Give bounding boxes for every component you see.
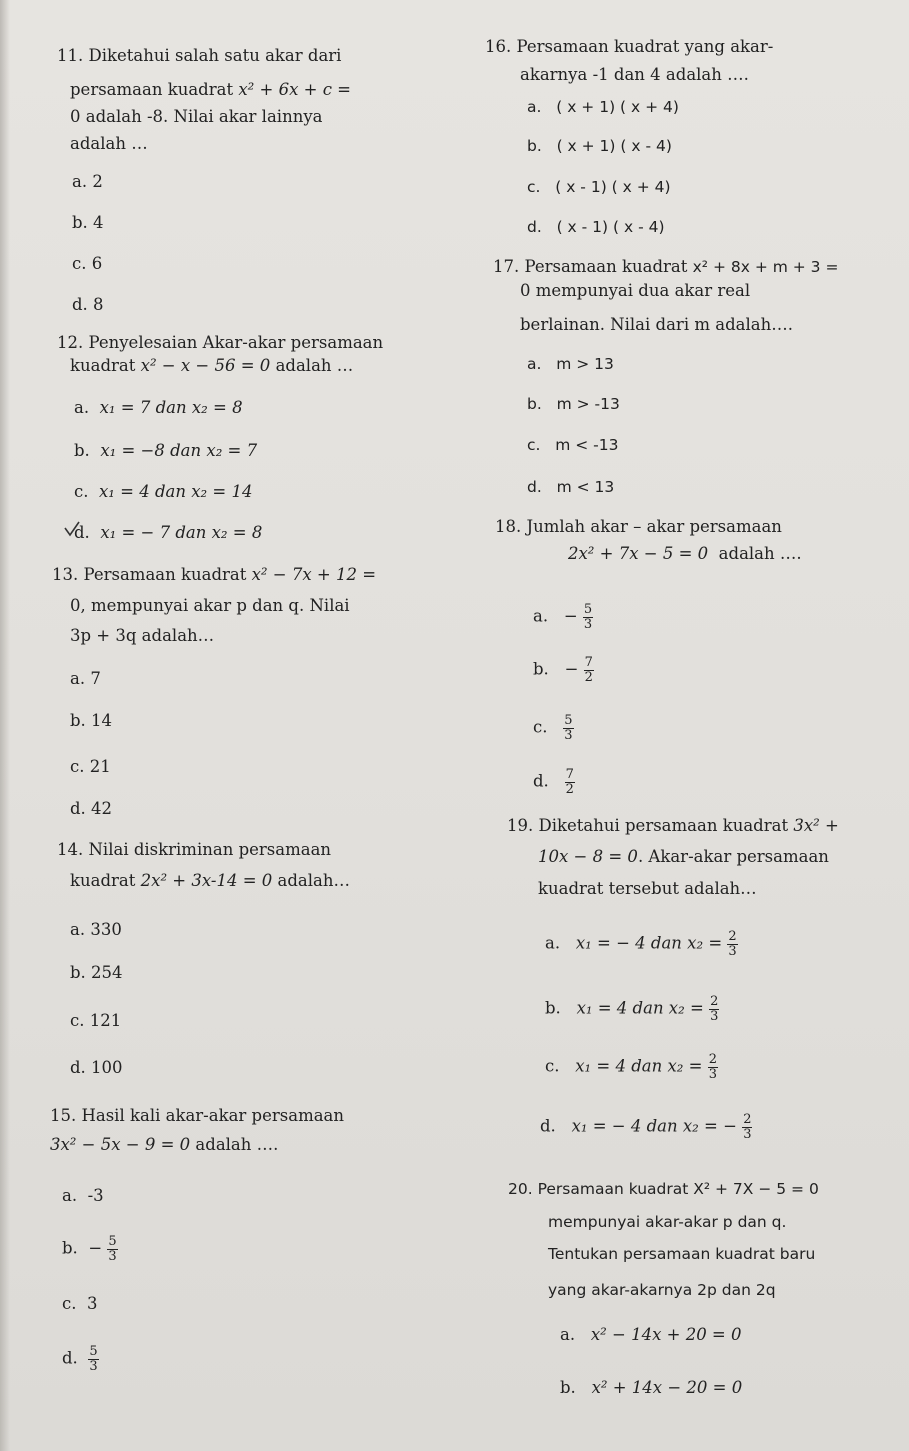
q11-option-a[interactable]: a. 2: [72, 172, 103, 191]
q12-option-d[interactable]: d. x₁ = − 7 dan x₂ = 8: [74, 523, 263, 542]
q13-option-d[interactable]: d. 42: [70, 799, 113, 818]
checkmark-icon: [64, 521, 80, 537]
q17-line2: 0 mempunyai dua akar real: [520, 281, 751, 300]
q20-line3: Tentukan persamaan kuadrat baru: [548, 1245, 816, 1263]
q14-option-a[interactable]: a. 330: [70, 920, 122, 939]
q12-option-a[interactable]: a. x₁ = 7 dan x₂ = 8: [74, 398, 243, 417]
q14-option-c[interactable]: c. 121: [70, 1011, 122, 1030]
q17-option-a[interactable]: a. m > 13: [527, 355, 614, 373]
q15-option-b[interactable]: b. − $\frac{5}{3}$: [62, 1234, 117, 1264]
q15-option-a[interactable]: a. -3: [62, 1186, 104, 1205]
q15-line1: 15. Hasil kali akar-akar persamaan: [50, 1106, 345, 1125]
q18-option-c[interactable]: c. $\frac{5}{3}$: [533, 713, 573, 743]
q17-option-d[interactable]: d. m < 13: [527, 478, 615, 496]
q11-line3: 0 adalah -8. Nilai akar lainnya: [70, 107, 323, 126]
q19-option-d[interactable]: d. x₁ = − 4 dan x₂ = − $\frac{2}{3}$: [540, 1112, 752, 1142]
q18-line2: 2x² + 7x − 5 = 0 adalah ….: [568, 544, 802, 563]
page-edge-shadow: [0, 0, 10, 1451]
q16-option-b[interactable]: b. ( x + 1) ( x - 4): [527, 137, 672, 155]
q20-option-b[interactable]: b. x² + 14x − 20 = 0: [560, 1378, 743, 1397]
q14-line2: kuadrat 2x² + 3x-14 = 0 adalah…: [70, 871, 351, 890]
q13-option-c[interactable]: c. 21: [70, 757, 111, 776]
q14-option-b[interactable]: b. 254: [70, 963, 123, 982]
q19-option-c[interactable]: c. x₁ = 4 dan x₂ = $\frac{2}{3}$: [545, 1052, 718, 1082]
q16-option-d[interactable]: d. ( x - 1) ( x - 4): [527, 218, 665, 236]
q18-option-d[interactable]: d. $\frac{7}{2}$: [533, 767, 574, 797]
q18-line1: 18. Jumlah akar – akar persamaan: [495, 517, 782, 536]
q13-option-a[interactable]: a. 7: [70, 669, 101, 688]
q17-line1: 17. Persamaan kuadrat x² + 8x + m + 3 =: [493, 257, 839, 276]
q13-line3: 3p + 3q adalah…: [70, 626, 215, 645]
q11-line4: adalah …: [70, 134, 148, 153]
q11-option-d[interactable]: d. 8: [72, 295, 104, 314]
q14-option-d[interactable]: d. 100: [70, 1058, 123, 1077]
q20-line4: yang akar-akarnya 2p dan 2q: [548, 1281, 776, 1299]
q11-line2: persamaan kuadrat x² + 6x + c =: [70, 80, 352, 99]
q13-line1: 13. Persamaan kuadrat x² − 7x + 12 =: [52, 565, 377, 584]
q20-line1: 20. Persamaan kuadrat X² + 7X − 5 = 0: [508, 1180, 819, 1198]
q19-line1: 19. Diketahui persamaan kuadrat 3x² +: [507, 816, 839, 835]
q16-option-c[interactable]: c. ( x - 1) ( x + 4): [527, 178, 671, 196]
q19-option-b[interactable]: b. x₁ = 4 dan x₂ = $\frac{2}{3}$: [545, 994, 719, 1024]
q16-option-a[interactable]: a. ( x + 1) ( x + 4): [527, 98, 679, 116]
q18-option-b[interactable]: b. − $\frac{7}{2}$: [533, 655, 593, 685]
q15-option-c[interactable]: c. 3: [62, 1294, 98, 1313]
q12-line1: 12. Penyelesaian Akar-akar persamaan: [57, 333, 384, 352]
q19-line3: kuadrat tersebut adalah…: [538, 879, 757, 898]
q13-option-b[interactable]: b. 14: [70, 711, 113, 730]
q20-option-a[interactable]: a. x² − 14x + 20 = 0: [560, 1325, 742, 1344]
q18-option-a[interactable]: a. − $\frac{5}{3}$: [533, 602, 593, 632]
q14-line1: 14. Nilai diskriminan persamaan: [57, 840, 332, 859]
q12-line2: kuadrat x² − x − 56 = 0 adalah …: [70, 356, 354, 375]
q11-option-c[interactable]: c. 6: [72, 254, 103, 273]
q17-option-c[interactable]: c. m < -13: [527, 436, 619, 454]
q11-line1: 11. Diketahui salah satu akar dari: [57, 46, 342, 65]
q11-option-b[interactable]: b. 4: [72, 213, 104, 232]
q13-line2: 0, mempunyai akar p dan q. Nilai: [70, 596, 350, 615]
q12-option-b[interactable]: b. x₁ = −8 dan x₂ = 7: [74, 441, 258, 460]
q16-line2: akarnya -1 dan 4 adalah ….: [520, 65, 749, 84]
q15-option-d[interactable]: d. $\frac{5}{3}$: [62, 1344, 98, 1374]
q20-line2: mempunyai akar-akar p dan q.: [548, 1213, 787, 1231]
q16-line1: 16. Persamaan kuadrat yang akar-: [485, 37, 774, 56]
q17-line3: berlainan. Nilai dari m adalah….: [520, 315, 793, 334]
q19-line2: 10x − 8 = 0. Akar-akar persamaan: [538, 847, 829, 866]
q15-line2: 3x² − 5x − 9 = 0 adalah ….: [50, 1135, 279, 1154]
q19-option-a[interactable]: a. x₁ = − 4 dan x₂ = $\frac{2}{3}$: [545, 929, 737, 959]
q17-option-b[interactable]: b. m > -13: [527, 395, 620, 413]
q12-option-c[interactable]: c. x₁ = 4 dan x₂ = 14: [74, 482, 253, 501]
